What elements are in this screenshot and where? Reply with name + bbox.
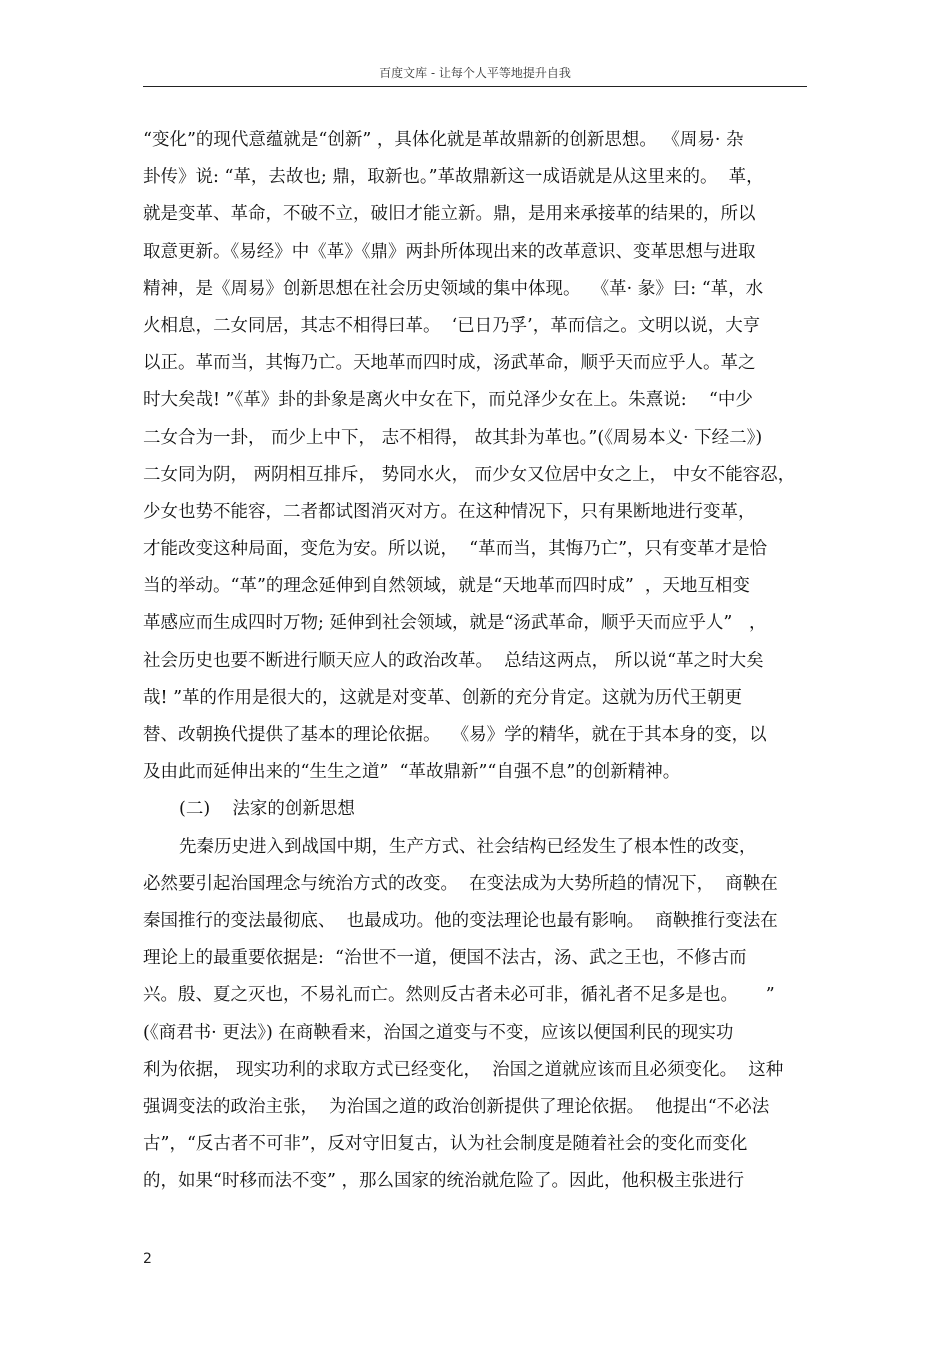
text-line: 替、改朝换代提供了基本的理论依据。 《易》学的精华，就在于其本身的变，以 — [143, 725, 767, 745]
text-line: 的，如果“时移而法不变” ，那么国家的统治就危险了。因此，他积极主张进行 — [143, 1171, 744, 1192]
text-line: (《商君书· 更法》) 在商鞅看来，治国之道变与不变，应该以便国利民的现实功 — [143, 1022, 734, 1043]
text-line: 强调变法的政治主张， 为治国之道的政治创新提供了理论依据。 他提出“不必法 — [143, 1096, 770, 1117]
section-heading: (二) 法家的创新思想 — [179, 799, 355, 820]
text-line: 才能改变这种局面，变危为安。所以说， “革而当，其悔乃亡”，只有变革才是恰 — [143, 539, 768, 560]
text-line: “变化”的现代意蕴就是“创新” ，具体化就是革故鼎新的创新思想。 《周易· 杂 — [143, 130, 744, 150]
text-line: 以正。革而当，其悔乃亡。天地革而四时成，汤武革命，顺乎天而应乎人。革之 — [143, 353, 756, 374]
text-line: 革感应而生成四时万物; 延伸到社会领域，就是“汤武革命，顺乎天而应乎人” ， — [143, 613, 767, 634]
text-line: 兴。殷、夏之灭也，不易礼而亡。然则反古者未必可非，循礼者不足多是也。 ” — [143, 985, 775, 1006]
text-line: 就是变革、革命，不破不立，破旧才能立新。鼎，是用来承接革的结果的，所以 — [143, 204, 756, 225]
text-line: 利为依据， 现实功利的求取方式已经变化， 治国之道就应该而且必须变化。 这种 — [143, 1059, 784, 1080]
text-line: 必然要引起治国理念与统治方式的改变。 在变法成为大势所趋的情况下， 商鞅在 — [143, 873, 778, 894]
text-line: 二女同为阴， 两阴相互排斥， 势同水火， 而少女又位居中女之上， 中女不能容忍， — [143, 464, 796, 485]
text-line: 秦国推行的变法最彻底、 也最成功。他的变法理论也最有影响。 商鞅推行变法在 — [143, 910, 778, 931]
document-body — [143, 122, 813, 1200]
text-line: 取意更新。《易经》中《革》《鼎》两卦所体现出来的改革意识、变革思想与进取 — [143, 241, 756, 262]
text-line: 精神，是《周易》创新思想在社会历史领域的集中体现。 《革· 彖》曰: “革，水 — [143, 278, 764, 299]
text-line: 二女合为一卦， 而少上中下， 志不相得， 故其卦为革也。”(《周易本义· 下经二》) — [143, 427, 763, 448]
text-line: 理论上的最重要依据是: “治世不一道，便国不法古，汤、武之王也，不修古而 — [143, 948, 747, 969]
page-number: 2 — [143, 1251, 152, 1267]
text-line: 少女也势不能容，二者都试图消灭对方。在这种情况下，只有果断地进行变革， — [143, 501, 756, 522]
text-line: 先秦历史进入到战国中期，生产方式、社会结构已经发生了根本性的改变， — [179, 836, 757, 857]
text-line: 社会历史也要不断进行顺天应人的政治改革。 总结这两点， 所以说“革之时大矣 — [143, 650, 764, 671]
text-line: 古”，“反古者不可非”，反对守旧复古，认为社会制度是随着社会的变化而变化 — [143, 1134, 748, 1155]
text-line: 及由此而延伸出来的“生生之道” “革故鼎新”“自强不息”的创新精神。 — [143, 762, 681, 783]
text-line: 哉! ”革的作用是很大的，这就是对变革、创新的充分肯定。这就为历代王朝更 — [143, 687, 743, 708]
text-line: 卦传》说: “革，去故也; 鼎，取新也。”革故鼎新这一成语就是从这里来的。 革， — [143, 167, 764, 188]
text-line: 当的举动。“革”的理念延伸到自然领域，就是“天地革而四时成” ，天地互相变 — [143, 576, 750, 597]
page-header: 百度文库 - 让每个人平等地提升自我 — [143, 64, 807, 87]
text-line: 时大矣哉! ”《革》卦的卦象是离火中女在下，而兑泽少女在上。朱熹说: “中少 — [143, 390, 753, 411]
text-line: 火相息，二女同居，其志不相得曰革。 ‘已日乃孚’，革而信之。文明以说，大亨 — [143, 315, 761, 336]
